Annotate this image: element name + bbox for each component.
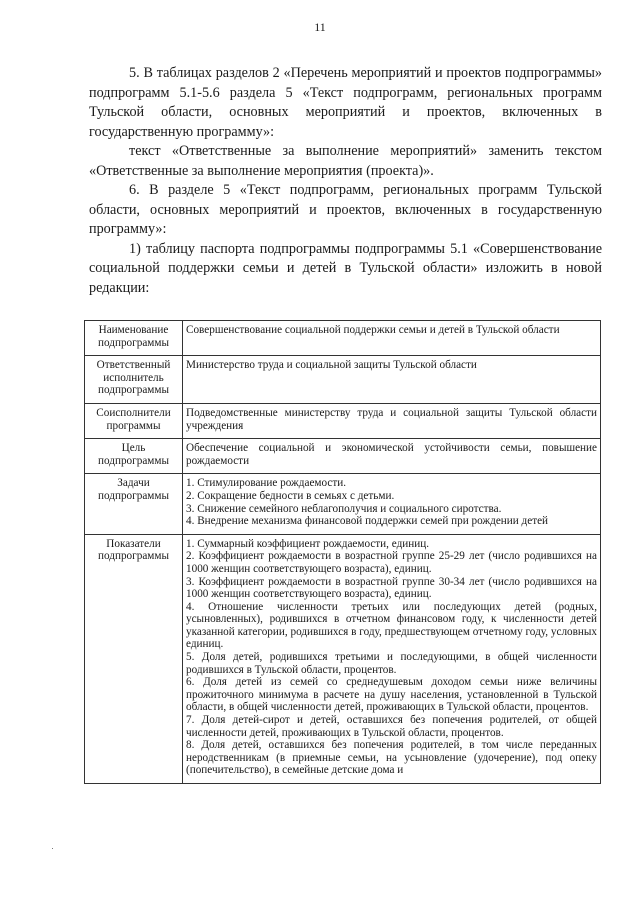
row-value [183,439,601,474]
row-value-line: 3. Снижение семейного неблагополучия и социального сиротства. [186,502,502,515]
row-value [183,534,601,783]
paragraph-item-5: 5. В таблицах разделов 2 «Перечень мероприятий и проектов подпрограммы» подпрограмм 5.1-5.6 раздела 5 «Текст подпрограмм, региональных программ Тульской области, основных мероприятий и проектов, включенных в государственную программу»: [89,65,602,140]
paragraph-replacement: текст «Ответственные за выполнение мероприятий» заменить текстом «Ответственные за выполнение мероприятия (проекта)». [89,143,602,179]
table-row [85,356,601,404]
row-value-line: 8. Доля детей, оставшихся без попечения родителей, в том числе переданных неродственникам (в приемные семьи, на усыновление (удочерение), под опеку (попечительство), в семейные детские дома и [186,739,597,777]
row-value-line: 5. Доля детей, родившихся третьими и последующими, в общей численности родившихся в Тульской области, процентов. [186,651,597,676]
row-label: Задачи подпрограммы [85,474,183,534]
row-value [183,356,601,404]
paragraph-subitem-1: 1) таблицу паспорта подпрограммы подпрограммы 5.1 «Совершенствование социальной поддержки семьи и детей в Тульской области» изложить в новой редакции: [89,240,602,296]
row-value-line: 3. Коэффициент рождаемости в возрастной группе 30-34 лет (число родившихся на 1000 женщин соответствующего возраста), единиц. [186,575,597,601]
row-value-line: Министерство труда и социальной защиты Тульской области [186,359,477,372]
table-row [85,474,601,534]
row-label: Показатели подпрограммы [85,534,183,783]
row-value-line: 1. Стимулирование рождаемости. [186,477,347,490]
body-text [89,64,602,298]
table-row [85,403,601,438]
passport-table [84,320,601,784]
row-value-line: 6. Доля детей из семей со среднедушевым доходом семьи ниже величины прожиточного минимума в расчете на душу населения, установленной в Тульской области, в общей численности детей, проживающих в Тульской области, процентов. [186,676,597,714]
row-value-line: Совершенствование социальной поддержки семьи и детей в Тульской области [186,324,560,336]
row-value-line: 2. Коэффициент рождаемости в возрастной группе 25-29 лет (число родившихся на 1000 женщин соответствующего возраста), единиц. [186,550,597,575]
row-value-line: 1. Суммарный коэффициент рождаемости, единиц. [186,537,430,550]
row-value-line: Обеспечение социальной и экономической устойчивости семьи, повышение рождаемости [186,442,597,467]
row-value [183,321,601,356]
row-label: Цель подпрограммы [85,439,183,474]
row-label: Соисполнители программы [85,403,183,438]
row-value-line: 4. Внедрение механизма финансовой поддержки семей при рождении детей [186,515,549,528]
row-value-line: 7. Доля детей-сирот и детей, оставшихся без попечения родителей, от общей численности детей, проживающих в Тульской области, процентов. [186,714,597,739]
paragraph-item-6: 6. В разделе 5 «Текст подпрограмм, региональных программ Тульской области, основных мероприятий и проектов, включенных в государственную программу»: [89,182,602,237]
row-value [183,403,601,438]
row-value-line: Подведомственные министерству труда и социальной защиты Тульской области учреждения [186,406,597,432]
page-number: 11 [314,20,326,34]
row-value-line: 2. Сокращение бедности в семьях с детьми. [186,489,395,502]
table-row [85,321,601,356]
scan-speck [52,848,53,849]
row-value [183,474,601,534]
row-label: Наименование подпрограммы [85,321,183,356]
row-value-line: 4. Отношение численности третьих или последующих детей (родных, усыновленных), родившихся в отчетном финансовом году, к численности детей указанной категории, родившихся в году, предшествующем отчетному году, условных единиц. [186,600,597,651]
row-label: Ответственный исполнитель подпрограммы [85,356,183,404]
table-row [85,439,601,474]
table-row [85,534,601,783]
